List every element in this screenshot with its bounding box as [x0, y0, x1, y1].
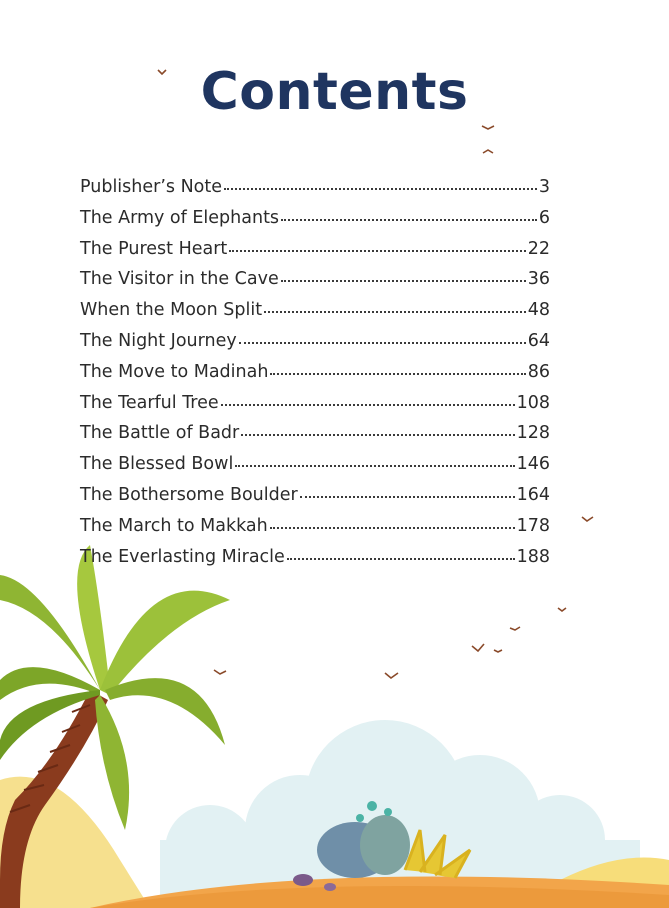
- toc-entry-title: The Everlasting Miracle: [80, 546, 285, 567]
- dot-leader: [241, 434, 514, 436]
- toc-entry[interactable]: [80, 547, 550, 578]
- toc-entry-title: The Bothersome Boulder: [80, 484, 298, 505]
- toc-entry-title: The March to Makkah: [80, 515, 268, 536]
- toc-entry-title: The Army of Elephants: [80, 207, 280, 228]
- toc-entry-page: 164: [516, 484, 550, 505]
- toc-entry-title: The Move to Madinah: [80, 361, 269, 382]
- toc-entry-title: The Visitor in the Cave: [80, 269, 279, 290]
- toc-entry-page: 86: [527, 361, 550, 382]
- toc-entry[interactable]: [80, 393, 550, 424]
- dot-leader: [264, 311, 526, 313]
- toc-entry[interactable]: [80, 239, 550, 270]
- toc-entry[interactable]: [80, 485, 550, 516]
- toc-entry-page: 146: [516, 454, 550, 475]
- toc-entry-page: 108: [516, 392, 550, 413]
- dot-leader: [287, 558, 515, 560]
- toc-entry-page: 188: [516, 546, 550, 567]
- dot-leader: [224, 188, 537, 190]
- dot-leader: [239, 342, 526, 344]
- toc-entry[interactable]: [80, 300, 550, 331]
- toc-entry-title: The Purest Heart: [80, 238, 228, 259]
- page-title: Contents: [200, 62, 469, 122]
- dot-leader: [270, 527, 515, 529]
- toc-entry[interactable]: [80, 269, 550, 300]
- toc-entry-page: 64: [527, 330, 550, 351]
- toc-entry-title: The Tearful Tree: [80, 392, 219, 413]
- toc-entry-title: When the Moon Split: [80, 300, 263, 321]
- toc-entry-page: 6: [538, 207, 550, 228]
- dot-leader: [221, 404, 515, 406]
- toc-entry[interactable]: [80, 454, 550, 485]
- toc-entry-page: 3: [538, 177, 550, 197]
- stone: [293, 874, 313, 886]
- toc-entry-title: The Night Journey: [80, 330, 237, 351]
- toc-entry[interactable]: [80, 177, 550, 208]
- dot-leader: [281, 219, 537, 221]
- dot-leader: [235, 465, 514, 467]
- toc-entry[interactable]: [80, 208, 550, 239]
- toc-entry-page: 178: [516, 515, 550, 536]
- toc-entry[interactable]: [80, 423, 550, 454]
- table-of-contents: [80, 177, 550, 577]
- toc-entry-page: 36: [527, 269, 550, 290]
- toc-entry[interactable]: [80, 516, 550, 547]
- toc-entry-title: The Battle of Badr: [80, 423, 240, 444]
- dot-leader: [229, 250, 525, 252]
- toc-entry-title: The Blessed Bowl: [80, 454, 234, 475]
- toc-entry-page: 128: [516, 423, 550, 444]
- dot-leader: [281, 280, 526, 282]
- toc-entry-page: 22: [527, 238, 550, 259]
- toc-entry[interactable]: [80, 331, 550, 362]
- dot-leader: [300, 496, 515, 498]
- toc-entry-page: 48: [527, 300, 550, 321]
- toc-entry-title: Publisher’s Note: [80, 177, 223, 197]
- dot-leader: [270, 373, 525, 375]
- stone: [324, 883, 336, 891]
- toc-entry[interactable]: [80, 362, 550, 393]
